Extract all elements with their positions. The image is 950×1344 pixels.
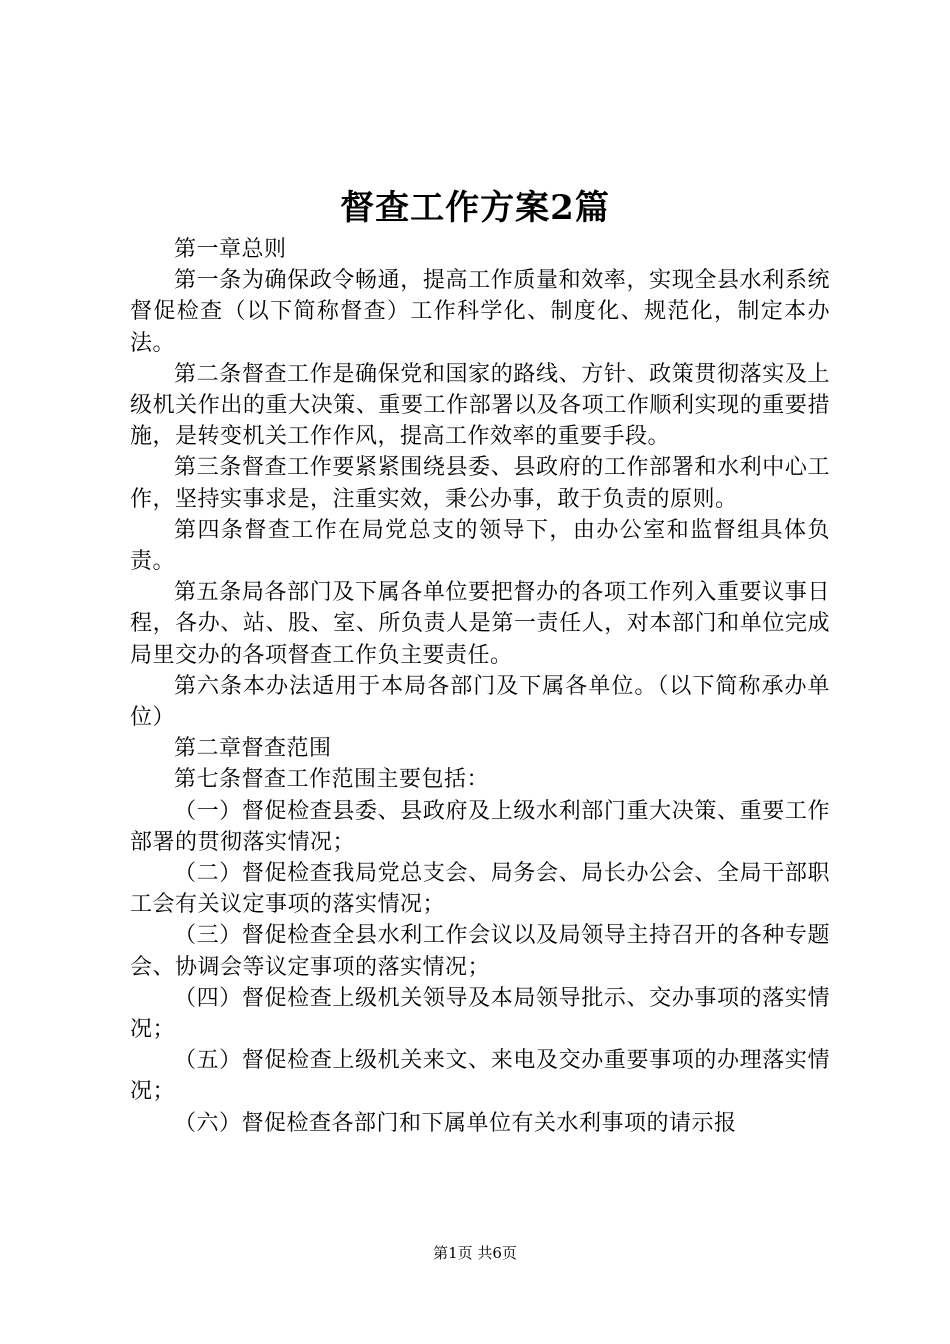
page-footer (0, 1243, 950, 1263)
paragraph: 第四条督查工作在局党总支的领导下，由办公室和监督组具体负责。 (130, 517, 830, 575)
paragraph: 第六条本办法适用于本局各部门及下属各单位。（以下简称承办单位） (130, 673, 830, 731)
paragraph: （一）督促检查县委、县政府及上级水利部门重大决策、重要工作部署的贯彻落实情况； (130, 798, 830, 855)
document-title: 督查工作方案2篇 (340, 188, 610, 228)
paragraph: 第三条督查工作要紧紧围绕县委、县政府的工作部署和水利中心工作，坚持实事求是，注重实效，秉公办事，敢于负责的原则。 (130, 455, 830, 512)
paragraph: 第一条为确保政令畅通，提高工作质量和效率，实现全县水利系统督促检查（以下简称督查）工作科学化、制度化、规范化，制定本办法。 (130, 268, 830, 356)
paragraph: 第二条督查工作是确保党和国家的路线、方针、政策贯彻落实及上级机关作出的重大决策、重要工作部署以及各项工作顺利实现的重要措施，是转变机关工作作风，提高工作效率的重要手段。 (130, 361, 830, 450)
paragraph: （五）督促检查上级机关来文、来电及交办重要事项的办理落实情况； (130, 1048, 830, 1105)
paragraph: （二）督促检查我局党总支会、局务会、局长办公会、全局干部职工会有关议定事项的落实情况； (130, 861, 830, 918)
document-body (130, 234, 830, 1139)
paragraph: （六）督促检查各部门和下属单位有关水利事项的请示报 (174, 1110, 737, 1136)
paragraph: （三）督促检查全县水利工作会议以及局领导主持召开的各种专题会、协调会等议定事项的落实情况； (130, 923, 830, 980)
paragraph: 第七条督查工作范围主要包括： (174, 767, 490, 793)
paragraph: 第二章督查范围 (174, 736, 332, 762)
page-number: 第1页 (433, 1244, 473, 1262)
page-total: 共6页 (477, 1244, 517, 1262)
paragraph: 第五条局各部门及下属各单位要把督办的各项工作列入重要议事日程，各办、站、股、室、所负责人是第一责任人，对本部门和单位完成局里交办的各项督查工作负主要责任。 (130, 580, 830, 668)
paragraph: （四）督促检查上级机关领导及本局领导批示、交办事项的落实情况； (130, 985, 830, 1043)
paragraph: 第一章总则 (174, 237, 287, 262)
